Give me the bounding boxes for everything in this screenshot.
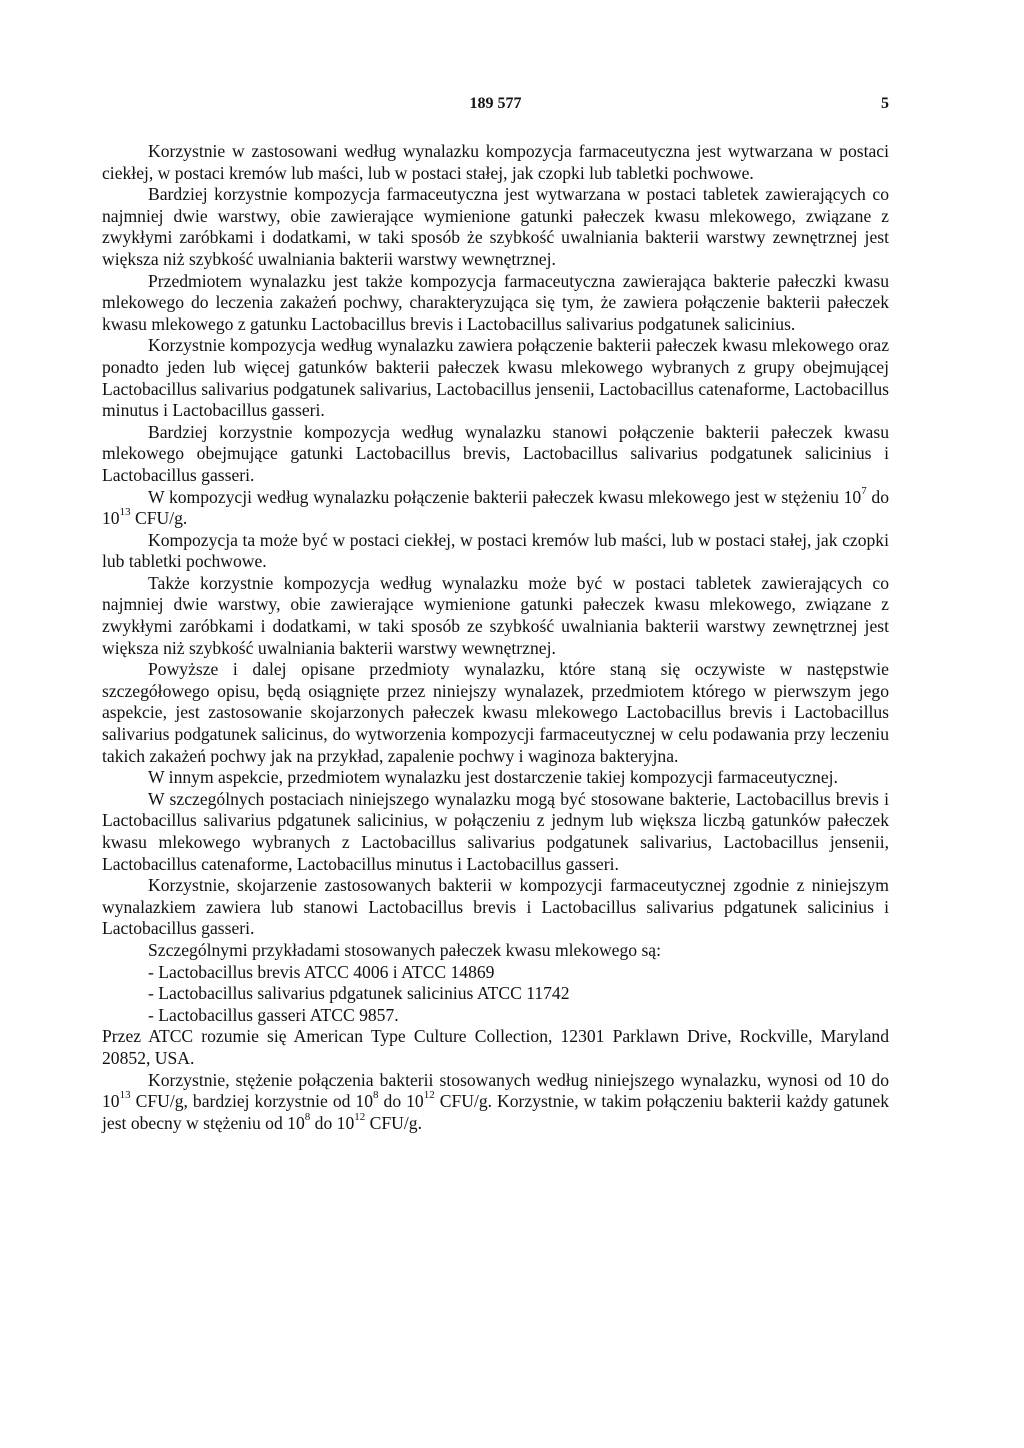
paragraph: Szczególnymi przykładami stosowanych pałeczek kwasu mlekowego są: xyxy=(148,939,661,960)
exponent: 8 xyxy=(373,1089,379,1102)
paragraph: Bardziej korzystnie kompozycja farmaceutyczna jest wytwarzana w postaci tabletek zawierających co najmniej dwie warstwy, obie zawierające wymienione gatunki pałeczek kwasu mlekowego, związane z zwykłymi zaróbkami i dodatkami, w taki sposób że szybkość uwalniania bakterii warstwy zewnętrznej jest większa niż szybkość uwalniania bakterii warstwy wewnętrznej. xyxy=(102,184,889,269)
exponent: 13 xyxy=(119,1089,131,1102)
atcc-definition: Przez ATCC rozumie się American Type Culture Collection, 12301 Parklawn Drive, Rockville, Maryland 20852, USA. xyxy=(102,1026,889,1068)
final-paragraph xyxy=(102,1070,889,1135)
paragraph: W szczególnych postaciach niniejszego wynalazku mogą być stosowane bakterie, Lactobacillus brevis i Lactobacillus salivarius pdgatunek salicinius, w połączeniu z jednym lub większa liczbą gatunków pałeczek kwasu mlekowego wybranych z Lactobacillus salivarius podgatunek salivarius, Lactobacillus jensenii, Lactobacillus catenaforme, Lactobacillus minutus i Lactobacillus gasseri. xyxy=(102,788,889,874)
final-text: CFU/g. Korzystnie, w takim połączeniu bakterii każdy gatunek jest obecny w stężeniu od 10 xyxy=(102,1091,890,1133)
final-text: CFU/g. xyxy=(365,1112,422,1133)
exponent: 7 xyxy=(861,484,867,497)
paragraph: Powyższe i dalej opisane przedmioty wynalazku, które staną się oczywiste w następstwie szczegółowego opisu, będą osiągnięte przez niniejszy wynalazek, przedmiotem którego w pierwszym jego aspekcie, jest zastosowanie skojarzonych pałeczek kwasu mlekowego Lactobacillus brevis i Lactobacillus salivarius podgatunek salicinus, do wytworzenia kompozycji farmaceutycznej w celu podawania przy leczeniu takich zakażeń pochwy jak na przykład, zapalenie pochwy i waginoza bakteryjna. xyxy=(102,659,889,766)
paragraph: Kompozycja ta może być w postaci ciekłej, w postaci kremów lub maści, lub w postaci stałej, jak czopki lub tabletki pochwowe. xyxy=(102,529,889,572)
list-item: - Lactobacillus brevis ATCC 4006 i ATCC 14869 xyxy=(148,961,495,982)
concentration-paragraph xyxy=(102,484,889,530)
document-body xyxy=(102,141,889,1134)
concentration-text: CFU/g. xyxy=(130,508,188,529)
paragraph: Bardziej korzystnie kompozycja według wynalazku stanowi połączenie bakterii pałeczek kwasu mlekowego obejmujące gatunki Lactobacillus brevis, Lactobacillus salivarius podgatunek salicinius i Lactobacillus gasseri. xyxy=(102,421,889,485)
exponent: 12 xyxy=(423,1089,435,1102)
page-number: 5 xyxy=(881,95,889,112)
final-text: do 10 xyxy=(378,1091,424,1112)
paragraph: Przedmiotem wynalazku jest także kompozycja farmaceutyczna zawierająca bakterie pałeczki kwasu mlekowego do leczenia zakażeń pochwy, charakteryzująca się tym, że zawiera połączenie bakterii pałeczek kwasu mlekowego z gatunku Lactobacillus brevis i Lactobacillus salivarius podgatunek salicinius. xyxy=(102,270,889,334)
paragraph: Także korzystnie kompozycja według wynalazku może być w postaci tabletek zawierających co najmniej dwie warstwy, obie zawierające wymienione gatunki pałeczek kwasu mlekowego, związane z zwykłymi zaróbkami i dodatkami, w taki sposób ze szybkość uwalniania bakterii warstwy zewnętrznej jest większa niż szybkość uwalniania bakterii warstwy wewnętrznej. xyxy=(102,572,889,658)
page-header xyxy=(102,95,889,119)
exponent: 13 xyxy=(119,506,131,519)
final-text: CFU/g, bardziej korzystnie od 10 xyxy=(130,1091,374,1112)
list-item: - Lactobacillus salivarius pdgatunek salicinius ATCC 11742 xyxy=(148,983,570,1004)
list-item: - Lactobacillus gasseri ATCC 9857. xyxy=(148,1004,399,1025)
concentration-text: do 10 xyxy=(102,486,889,529)
document-number: 189 577 xyxy=(469,95,522,112)
final-text: Korzystnie, stężenie połączenia bakterii stosowanych według niniejszego wynalazku, wynosi od 10 do 10 xyxy=(102,1069,889,1112)
paragraph: W innym aspekcie, przedmiotem wynalazku jest dostarczenie takiej kompozycji farmaceutycznej. xyxy=(148,767,838,788)
paragraph: Korzystnie, skojarzenie zastosowanych bakterii w kompozycji farmaceutycznej zgodnie z niniejszym wynalazkiem zawiera lub stanowi Lactobacillus brevis i Lactobacillus salivarius pdgatunek salicinius i Lactobacillus gasseri. xyxy=(102,875,889,939)
concentration-text: W kompozycji według wynalazku połączenie bakterii pałeczek kwasu mlekowego jest w stężeniu 10 xyxy=(148,486,862,507)
final-text: do 10 xyxy=(310,1112,355,1133)
examples-list xyxy=(102,962,889,1027)
exponent: 12 xyxy=(354,1110,366,1123)
paragraph: Korzystnie kompozycja według wynalazku zawiera połączenie bakterii pałeczek kwasu mlekowego oraz ponadto jeden lub więcej gatunków bakterii pałeczek kwasu mlekowego wybranych z grupy obejmującej Lactobacillus salivarius podgatunek salivarius, Lactobacillus jensenii, Lactobacillus catenaforme, Lactobacillus minutus i Lactobacillus gasseri. xyxy=(102,335,889,421)
exponent: 8 xyxy=(304,1110,311,1123)
paragraph: Korzystnie w zastosowani według wynalazku kompozycja farmaceutyczna jest wytwarzana w postaci ciekłej, w postaci kremów lub maści, lub w postaci stałej, jak czopki lub tabletki pochwowe. xyxy=(102,141,889,183)
